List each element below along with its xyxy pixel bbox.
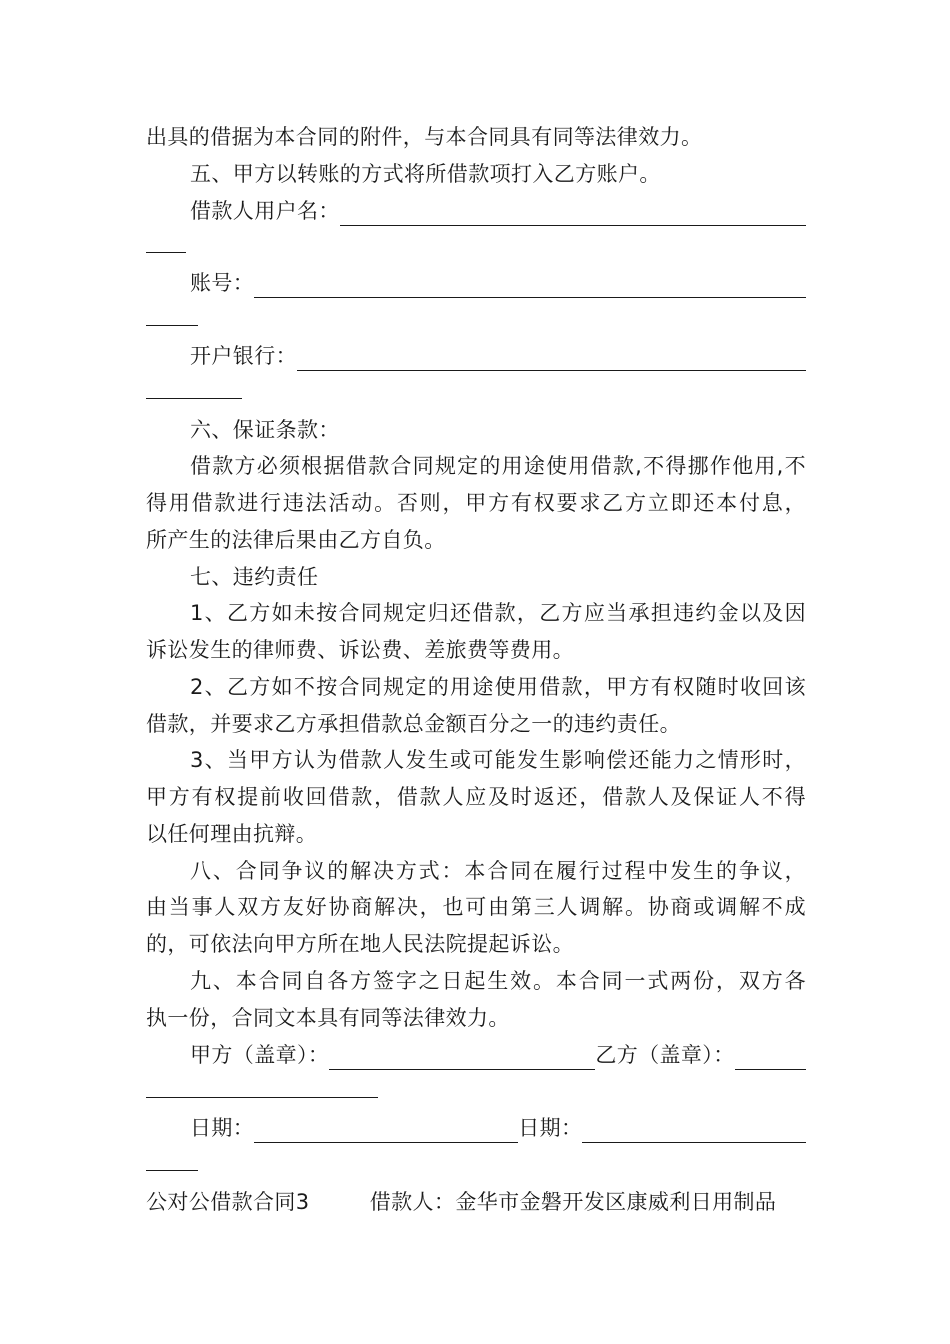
account-number-blank-cont [146, 325, 198, 326]
account-number-label: 账号： [190, 271, 255, 295]
clause-6-title: 六、保证条款： [190, 418, 340, 442]
clause-5: 五、甲方以转账的方式将所借款项打入乙方账户。 [190, 162, 661, 186]
date-a-blank[interactable] [254, 1120, 518, 1143]
bank-label: 开户银行： [190, 344, 297, 368]
signature-row [190, 1040, 806, 1070]
bank-row [190, 341, 806, 371]
date-row [190, 1113, 806, 1143]
clause-6-line-2: 得用借款进行违法活动。否则，甲方有权要求乙方立即还本付息， [146, 491, 806, 515]
clause-7-2-line-1: 2、乙方如不按合同规定的用途使用借款，甲方有权随时收回该 [190, 675, 806, 699]
clause-9-line-2: 执一份，合同文本具有同等法律效力。 [146, 1006, 510, 1030]
next-contract-line [146, 1187, 806, 1217]
account-name-blank[interactable] [340, 203, 806, 226]
clause-7-1-line-2: 诉讼发生的律师费、诉讼费、差旅费等费用。 [146, 638, 574, 662]
account-name-row [190, 196, 806, 226]
next-contract-borrower: 借款人：金华市金磐开发区康威利日用制品 [369, 1190, 777, 1214]
party-a-label: 甲方（盖章）： [190, 1043, 330, 1067]
account-number-blank[interactable] [254, 275, 806, 298]
date-b-blank-cont [146, 1170, 198, 1171]
account-name-blank-cont [146, 252, 186, 253]
clause-7-3-line-2: 甲方有权提前收回借款，借款人应及时返还，借款人及保证人不得 [146, 785, 806, 809]
clause-8-line-3: 的，可依法向甲方所在地人民法院提起诉讼。 [146, 932, 574, 956]
bank-blank[interactable] [297, 348, 806, 371]
account-name-label: 借款人用户名： [190, 199, 340, 223]
party-a-blank[interactable] [329, 1047, 595, 1070]
party-b-blank-cont [146, 1097, 378, 1098]
next-contract-title: 公对公借款合同3 [146, 1190, 310, 1214]
clause-9-line-1: 九、本合同自各方签字之日起生效。本合同一式两份，双方各 [190, 969, 806, 993]
account-number-row [190, 268, 806, 298]
bank-blank-cont [146, 398, 242, 399]
party-b-label: 乙方（盖章）： [595, 1043, 735, 1067]
clause-6-line-1: 借款方必须根据借款合同规定的用途使用借款,不得挪作他用,不 [190, 454, 806, 478]
clause-8-line-2: 由当事人双方友好协商解决，也可由第三人调解。协商或调解不成 [146, 895, 806, 919]
paragraph-4-continuation: 出具的借据为本合同的附件，与本合同具有同等法律效力。 [146, 125, 703, 149]
date-b-blank[interactable] [582, 1120, 806, 1143]
date-b-label: 日期： [518, 1116, 583, 1140]
clause-7-2-line-2: 借款，并要求乙方承担借款总金额百分之一的违约责任。 [146, 712, 681, 736]
clause-8-line-1: 八、合同争议的解决方式：本合同在履行过程中发生的争议， [190, 859, 806, 883]
clause-6-line-3: 所产生的法律后果由乙方自负。 [146, 528, 446, 552]
clause-7-1-line-1: 1、乙方如未按合同规定归还借款，乙方应当承担违约金以及因 [190, 601, 806, 625]
clause-7-3-line-1: 3、当甲方认为借款人发生或可能发生影响偿还能力之情形时， [190, 748, 806, 772]
clause-7-3-line-3: 以任何理由抗辩。 [146, 822, 318, 846]
date-a-label: 日期： [190, 1116, 255, 1140]
party-b-blank[interactable] [735, 1047, 806, 1070]
clause-7-title: 七、违约责任 [190, 565, 319, 589]
